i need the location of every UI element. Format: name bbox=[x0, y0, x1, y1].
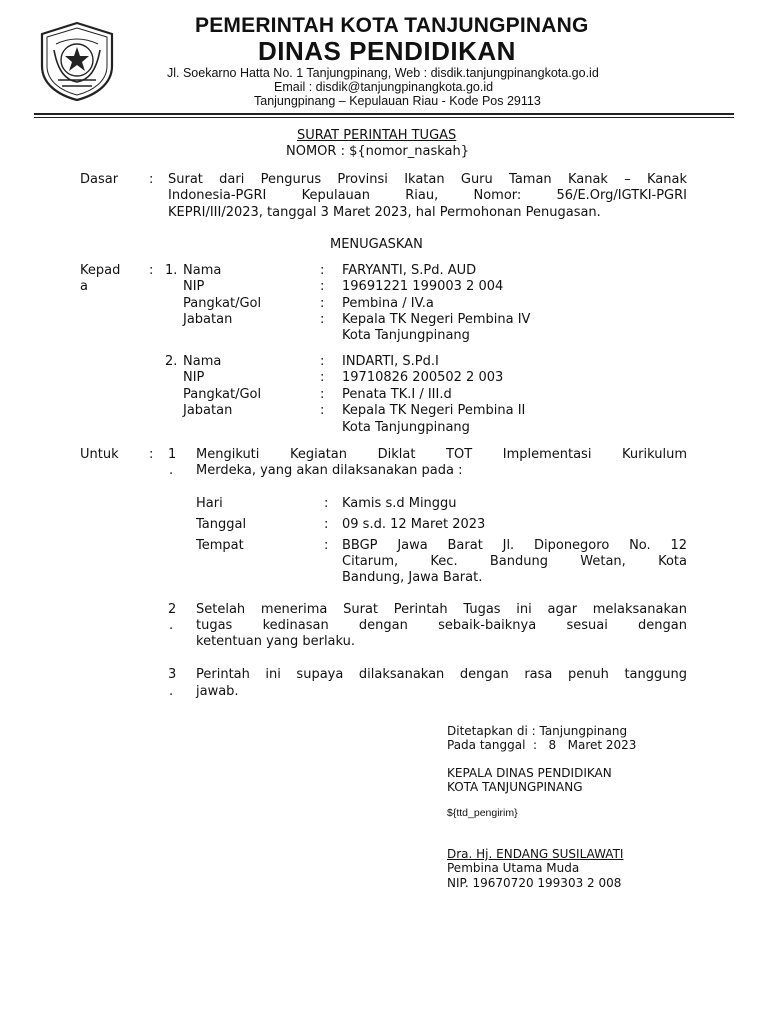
field-value: Kota Tanjungpinang bbox=[342, 420, 470, 435]
header-divider-thin bbox=[34, 117, 734, 118]
kepada-colon: : bbox=[149, 263, 154, 278]
field-label: Pangkat/Gol bbox=[183, 296, 262, 311]
hari-label: Hari bbox=[196, 496, 223, 511]
hari-colon: : bbox=[324, 496, 329, 511]
tanggal-value: 09 s.d. 12 Maret 2023 bbox=[342, 517, 486, 532]
menugaskan-heading: MENUGASKAN bbox=[330, 237, 423, 252]
document-title: SURAT PERINTAH TUGAS bbox=[297, 128, 457, 143]
item-text-line: tugas kedinasan dengan sebaik-baiknya sesuai dengan bbox=[196, 618, 687, 633]
kepada-label-wrap: a bbox=[80, 279, 88, 294]
field-label: Jabatan bbox=[183, 403, 233, 418]
postal-line: Tanjungpinang – Kepulauan Riau - Kode Pos 29113 bbox=[254, 94, 541, 108]
signature-position: KOTA TANJUNGPINANG bbox=[447, 780, 583, 794]
signature-place: Ditetapkan di : Tanjungpinang bbox=[447, 724, 628, 738]
document-number: NOMOR : ${nomor_naskah} bbox=[286, 144, 470, 159]
item-number: 3 bbox=[168, 667, 177, 682]
field-value: Kepala TK Negeri Pembina II bbox=[342, 403, 526, 418]
field-value: Kepala TK Negeri Pembina IV bbox=[342, 312, 531, 327]
field-colon: : bbox=[320, 312, 325, 327]
field-colon: : bbox=[320, 403, 325, 418]
government-name: PEMERINTAH KOTA TANJUNGPINANG bbox=[195, 14, 589, 37]
tempat-line: Citarum, Kec. Bandung Wetan, Kota bbox=[342, 554, 687, 569]
dasar-text-line: KEPRI/III/2023, tanggal 3 Maret 2023, hal Permohonan Penugasan. bbox=[168, 205, 601, 220]
field-colon: : bbox=[320, 387, 325, 402]
untuk-label: Untuk bbox=[80, 447, 119, 462]
tanggal-colon: : bbox=[324, 517, 329, 532]
item-text-line: Merdeka, yang akan dilaksanakan pada : bbox=[196, 463, 463, 478]
field-value: Penata TK.I / III.d bbox=[342, 387, 452, 402]
field-colon: : bbox=[320, 370, 325, 385]
field-label: Jabatan bbox=[183, 312, 233, 327]
field-label: Pangkat/Gol bbox=[183, 387, 262, 402]
person-number: 1. bbox=[165, 263, 178, 278]
item-number-dot: . bbox=[169, 618, 174, 633]
dasar-label: Dasar bbox=[80, 172, 119, 187]
signatory-nip: NIP. 19670720 199303 2 008 bbox=[447, 876, 622, 890]
field-value: 19691221 199003 2 004 bbox=[342, 279, 504, 294]
email-line: Email : disdik@tanjungpinangkota.go.id bbox=[274, 80, 494, 94]
field-value: Pembina / IV.a bbox=[342, 296, 434, 311]
signature-position: KEPALA DINAS PENDIDIKAN bbox=[447, 766, 612, 780]
address-line: Jl. Soekarno Hatta No. 1 Tanjungpinang, Web : disdik.tanjungpinangkota.go.id bbox=[167, 66, 599, 80]
header-divider bbox=[34, 113, 734, 115]
field-colon: : bbox=[320, 263, 325, 278]
tempat-line: BBGP Jawa Barat Jl. Diponegoro No. 12 bbox=[342, 538, 687, 553]
field-value: INDARTI, S.Pd.I bbox=[342, 354, 439, 369]
signature-placeholder: ${ttd_pengirim} bbox=[447, 807, 518, 819]
kepada-label: Kepad bbox=[80, 263, 121, 278]
field-colon: : bbox=[320, 279, 325, 294]
item-text-line: Mengikuti Kegiatan Diklat TOT Implementasi Kurikulum bbox=[196, 447, 687, 462]
field-value: FARYANTI, S.Pd. AUD bbox=[342, 263, 477, 278]
signature-date: Pada tanggal : 8 Maret 2023 bbox=[447, 738, 637, 752]
tempat-label: Tempat bbox=[196, 538, 244, 553]
field-label: NIP bbox=[183, 279, 205, 294]
item-number: 1 bbox=[168, 447, 177, 462]
field-label: Nama bbox=[183, 263, 222, 278]
dasar-text-line: Indonesia-PGRI Kepulauan Riau, Nomor: 56/E.Org/IGTKI-PGRI bbox=[168, 188, 687, 203]
item-text-line: Setelah menerima Surat Perintah Tugas ini agar melaksanakan bbox=[196, 602, 687, 617]
item-number-dot: . bbox=[169, 463, 174, 478]
dasar-colon: : bbox=[149, 172, 154, 187]
field-label: Nama bbox=[183, 354, 222, 369]
person-number: 2. bbox=[165, 354, 178, 369]
field-colon: : bbox=[320, 354, 325, 369]
field-value: Kota Tanjungpinang bbox=[342, 328, 470, 343]
field-colon: : bbox=[320, 296, 325, 311]
item-text-line: jawab. bbox=[196, 684, 239, 699]
item-number-dot: . bbox=[169, 684, 174, 699]
tanggal-label: Tanggal bbox=[196, 517, 247, 532]
department-name: DINAS PENDIDIKAN bbox=[258, 36, 516, 66]
dasar-text-line: Surat dari Pengurus Provinsi Ikatan Guru Taman Kanak – Kanak bbox=[168, 172, 687, 187]
city-emblem-icon bbox=[36, 20, 118, 102]
tempat-colon: : bbox=[324, 538, 329, 553]
field-label: NIP bbox=[183, 370, 205, 385]
item-number: 2 bbox=[168, 602, 177, 617]
item-text-line: ketentuan yang berlaku. bbox=[196, 634, 356, 649]
untuk-colon: : bbox=[149, 447, 154, 462]
signatory-name: Dra. Hj. ENDANG SUSILAWATI bbox=[447, 847, 624, 861]
field-value: 19710826 200502 2 003 bbox=[342, 370, 504, 385]
signatory-rank: Pembina Utama Muda bbox=[447, 861, 580, 875]
item-text-line: Perintah ini supaya dilaksanakan dengan rasa penuh tanggung bbox=[196, 667, 687, 682]
hari-value: Kamis s.d Minggu bbox=[342, 496, 457, 511]
tempat-line: Bandung, Jawa Barat. bbox=[342, 570, 483, 585]
